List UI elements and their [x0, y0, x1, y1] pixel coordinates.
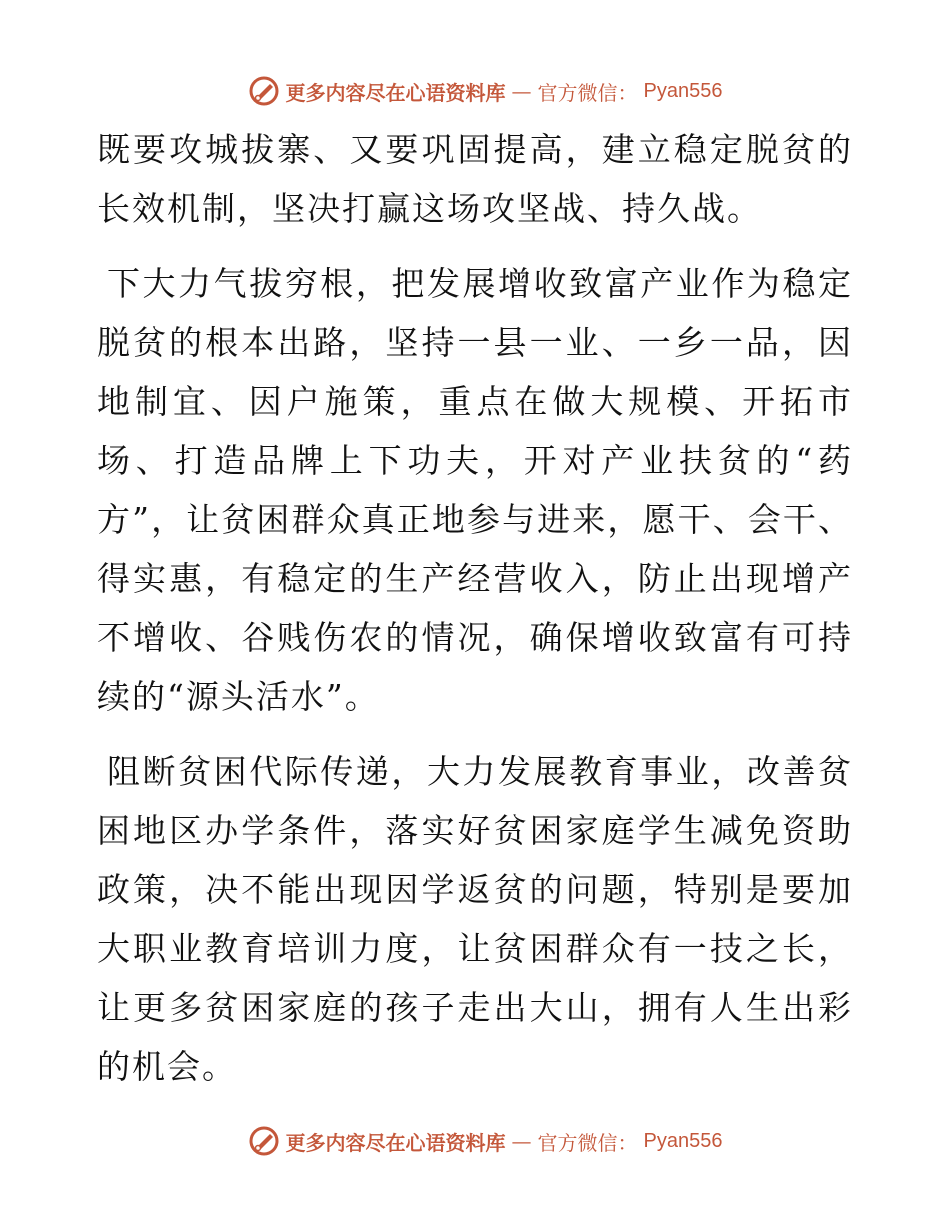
- footer-separator: —: [511, 1129, 532, 1153]
- footer-wechat-id: Pyan556: [643, 1129, 723, 1152]
- paragraph-2: 下大力气拔穷根，把发展增收致富产业作为稳定脱贫的根本出路，坚持一县一业、一乡一品，因地制宜、因户施策，重点在做大规模、开拓市场、打造品牌上下功夫，开对产业扶贫的“药方”，让贫困群众真正地参与进来，愿干、会干、得实惠，有稳定的生产经营收入，防止出现增产不增收、谷贱伤农的情况，确保增收致富有可持续的“源头活水”。: [97, 264, 853, 716]
- header-separator: —: [511, 79, 532, 103]
- header-brand-text: 更多内容尽在心语资料库: [285, 80, 506, 105]
- footer-official-label: 官方微信：: [537, 1130, 638, 1155]
- footer-brand-text: 更多内容尽在心语资料库: [285, 1130, 506, 1155]
- header-wechat-id: Pyan556: [643, 79, 723, 102]
- header-brand: [248, 75, 723, 107]
- page-footer: [0, 1122, 950, 1160]
- header-official-label: 官方微信：: [537, 80, 638, 105]
- page-header: [0, 72, 950, 110]
- paragraph-3: 阻断贫困代际传递，大力发展教育事业，改善贫困地区办学条件，落实好贫困家庭学生减免资助政策，决不能出现因学返贫的问题，特别是要加大职业教育培训力度，让贫困群众有一技之长，让更多贫困家庭的孩子走出大山，拥有人生出彩的机会。: [97, 752, 853, 1086]
- brand-logo-icon: [248, 1125, 280, 1157]
- brand-logo-icon: [248, 75, 280, 107]
- paragraph-1: 既要攻城拔寨、又要巩固提高，建立稳定脱贫的长效机制，坚决打赢这场攻坚战、持久战。: [97, 130, 853, 228]
- footer-brand: [248, 1125, 723, 1157]
- document-body: [97, 120, 853, 1112]
